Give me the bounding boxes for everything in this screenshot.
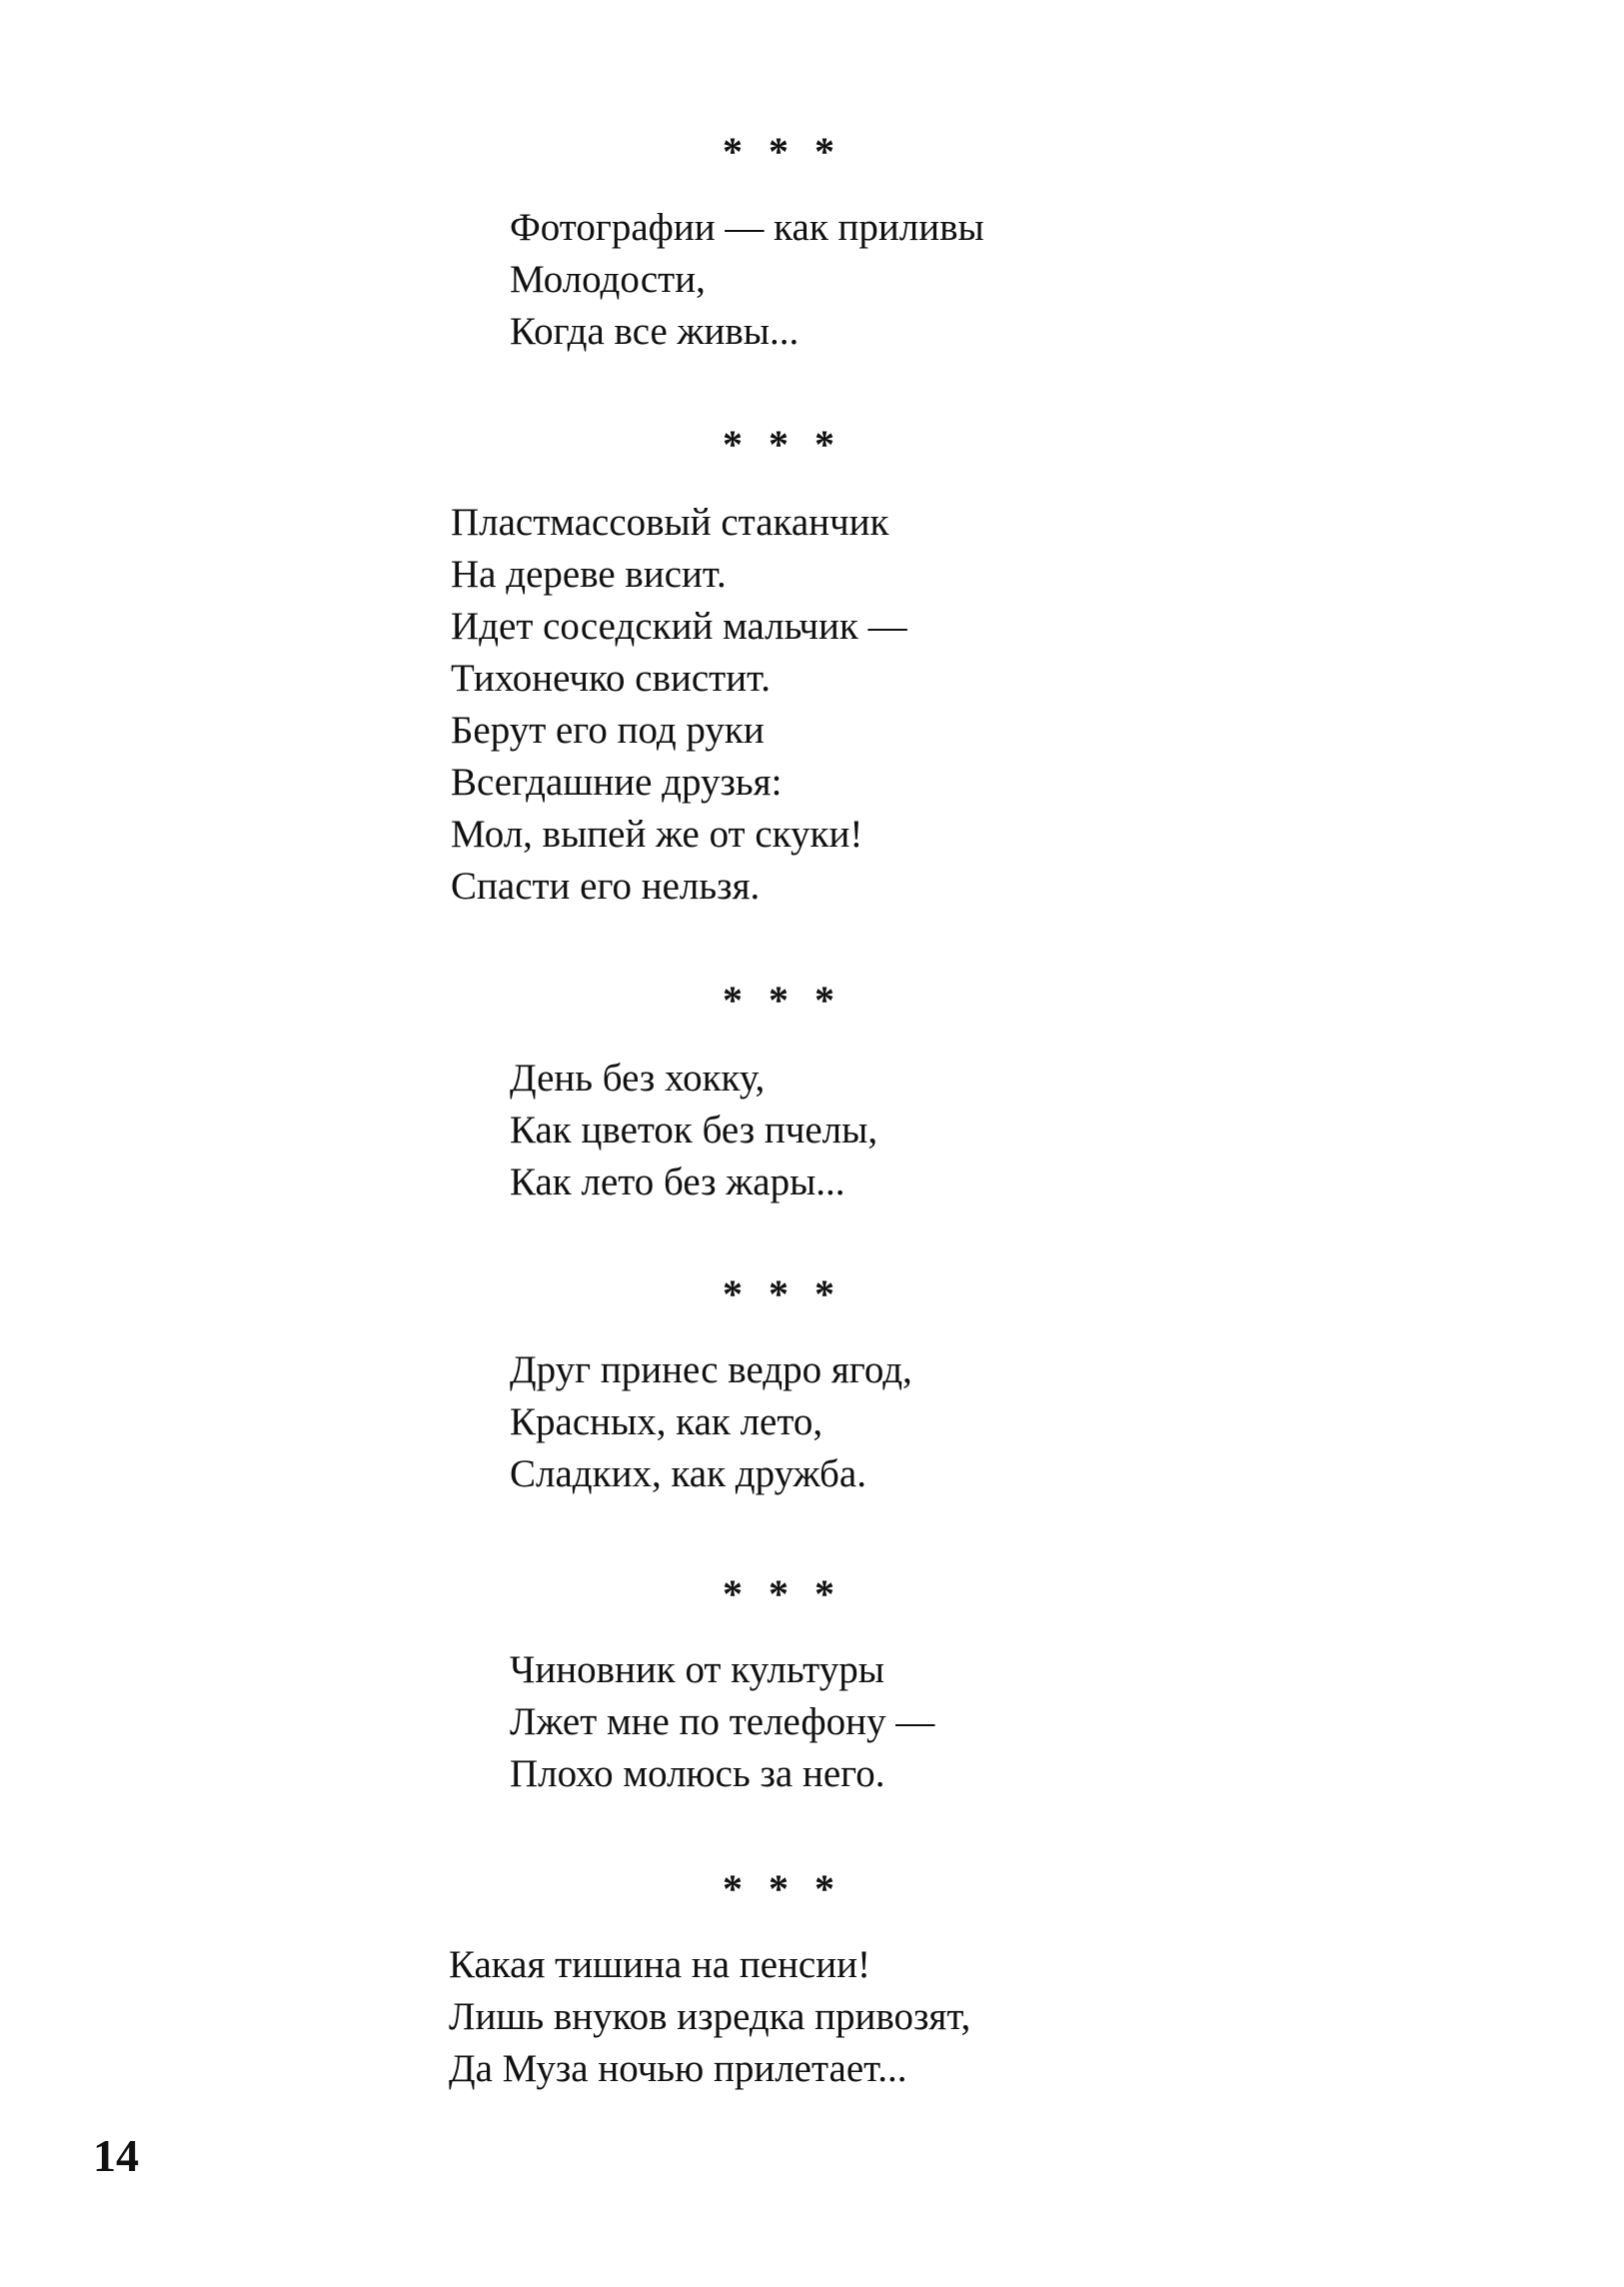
poem [510, 1344, 912, 1500]
poem-line: Идет соседский мальчик — [451, 605, 907, 648]
separator-text: * * * [723, 422, 842, 467]
poem [510, 1644, 934, 1800]
poem-line: День без хокку, [510, 1057, 766, 1100]
poem [449, 1939, 970, 2095]
separator-text: * * * [723, 129, 842, 174]
poem-line: Чиновник от культуры [510, 1648, 884, 1691]
poem-line: Лишь внуков изредка привозят, [449, 1995, 971, 2038]
poem-line: Пластмассовый стаканчик [451, 501, 889, 544]
poem-line: На дереве висит. [451, 553, 727, 596]
separator-text: * * * [723, 1271, 842, 1316]
poem-line: Как лето без жары... [510, 1160, 845, 1203]
poem-line: Красных, как лето, [510, 1400, 823, 1443]
poem-line: Лжет мне по телефону — [510, 1700, 935, 1743]
poem-line: Тихонечко свистит. [451, 657, 771, 700]
poem-line: Плохо молюсь за него. [510, 1752, 885, 1795]
separator-text: * * * [723, 1866, 842, 1911]
poem-line: Берут его под руки [451, 709, 765, 752]
poem-line: Молодости, [510, 258, 706, 301]
poem-line: Как цветок без пчелы, [510, 1109, 878, 1151]
page-number: 14 [93, 2130, 139, 2181]
poem-line: Да Муза ночью прилетает... [449, 2047, 907, 2090]
poem-line: Спасти его нельзя. [451, 865, 761, 908]
poem-line: Сладких, как дружба. [510, 1452, 866, 1495]
poem [510, 202, 984, 358]
poem-line: Друг принес ведро ягод, [510, 1348, 912, 1391]
poem-line: Фотографии — как приливы [510, 206, 984, 249]
poem-line: Какая тишина на пенсии! [449, 1943, 870, 1986]
poem-line: Когда все живы... [510, 310, 800, 353]
poem [451, 497, 907, 913]
poem [510, 1053, 877, 1208]
poem-line: Всегдашние друзья: [451, 761, 783, 804]
separator-text: * * * [723, 1571, 842, 1616]
poem-line: Мол, выпей же от скуки! [451, 813, 863, 856]
separator-text: * * * [723, 978, 842, 1023]
